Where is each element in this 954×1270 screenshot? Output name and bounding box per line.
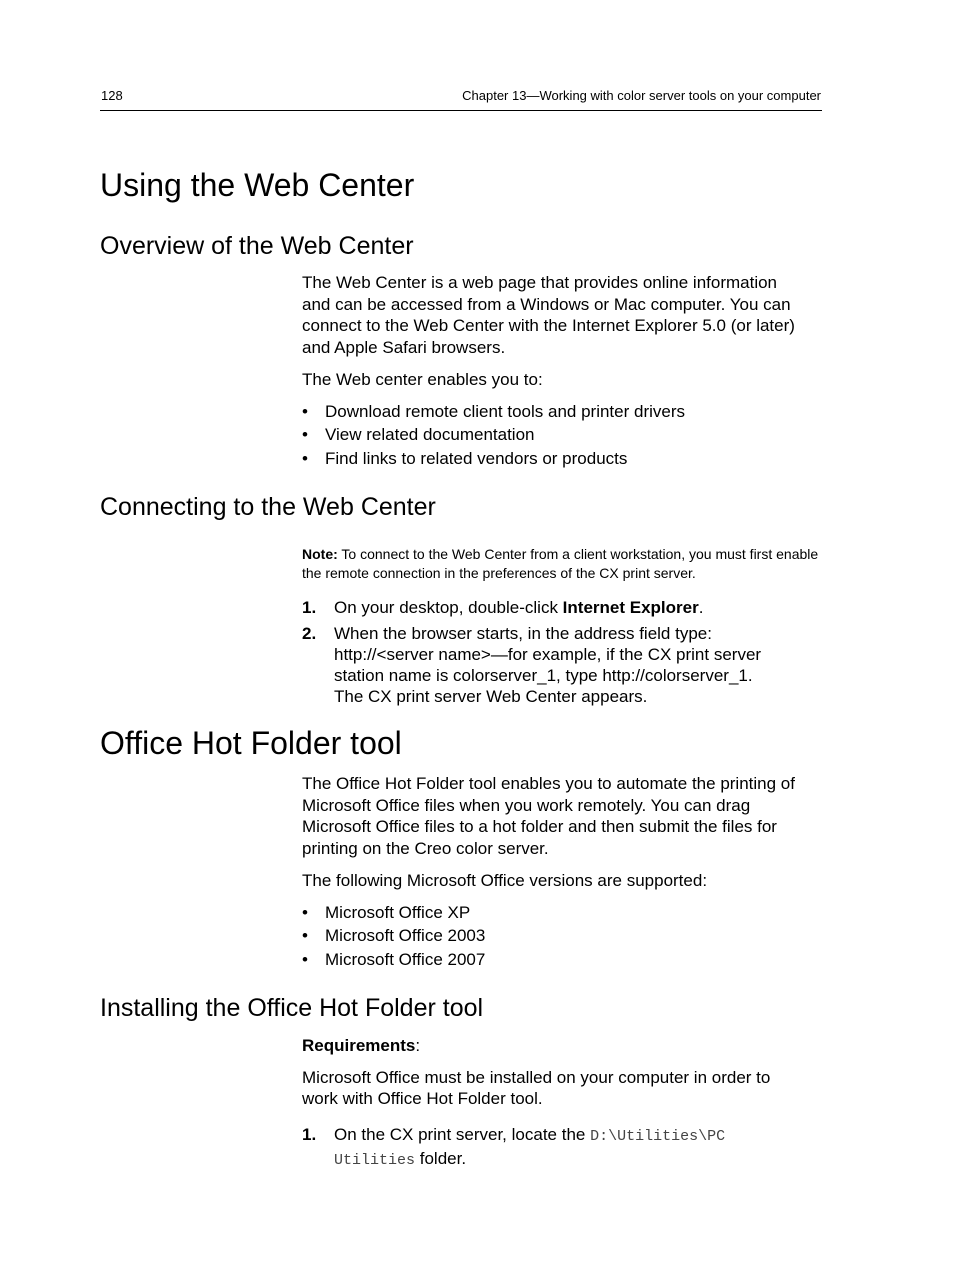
internet-explorer-label: Internet Explorer bbox=[562, 598, 699, 617]
heading-installing: Installing the Office Hot Folder tool bbox=[100, 994, 484, 1022]
note bbox=[302, 545, 820, 583]
office-hot-folder-body bbox=[302, 773, 822, 971]
list-item: • Microsoft Office 2003 bbox=[302, 924, 822, 948]
bullet-icon: • bbox=[302, 401, 308, 421]
section-title-office-hot-folder: Office Hot Folder tool bbox=[100, 725, 402, 761]
page-number: 128 bbox=[101, 88, 123, 103]
bullet-icon: • bbox=[302, 902, 308, 922]
office-hot-folder-paragraph: The Office Hot Folder tool enables you to automate the printing of Microsoft Office files when you work remotely. You can drag Microsoft Office files to a hot folder and then submit the files for printing on the Creo color server. bbox=[302, 774, 795, 858]
step-item: 1. On the CX print server, locate the D:\Utilities\PC Utilities folder. bbox=[302, 1124, 726, 1169]
requirements-label: Requirements: bbox=[302, 1036, 421, 1055]
section-title-web-center: Using the Web Center bbox=[100, 167, 415, 203]
installing-body bbox=[302, 1035, 822, 1172]
list-item: • Microsoft Office 2007 bbox=[302, 948, 822, 972]
bullet-icon: • bbox=[302, 448, 308, 468]
connecting-body bbox=[302, 545, 822, 707]
list-item: • View related documentation bbox=[302, 423, 822, 447]
list-item: • Microsoft Office XP bbox=[302, 901, 822, 925]
overview-body bbox=[302, 272, 822, 470]
step-item: 1. On your desktop, double-click Internet Explorer. bbox=[302, 598, 704, 617]
overview-bullet-list bbox=[302, 400, 822, 471]
chapter-title: Chapter 13—Working with color server tools on your computer bbox=[462, 88, 821, 103]
office-versions-list bbox=[302, 901, 822, 972]
note-text: To connect to the Web Center from a client workstation, you must first enable the remote connection in the preferences of the CX print server. bbox=[302, 546, 819, 581]
requirements-text: Microsoft Office must be installed on your computer in order to work with Office Hot Folder tool. bbox=[302, 1067, 771, 1108]
utilities-path: D:\Utilities\PC bbox=[590, 1127, 726, 1145]
list-item: • Find links to related vendors or products bbox=[302, 447, 822, 471]
step-item: 2. When the browser starts, in the address field type: http://<server name>—for example, if the CX print server station name is colorserver_1, type http://colorserver_1. The CX print server Web Center appears. bbox=[302, 624, 762, 706]
heading-connecting: Connecting to the Web Center bbox=[100, 493, 436, 521]
installing-steps bbox=[302, 1124, 822, 1172]
utilities-path-continued: Utilities bbox=[334, 1151, 416, 1169]
connecting-steps bbox=[302, 597, 822, 707]
header-divider bbox=[100, 110, 822, 111]
overview-intro: The Web center enables you to: bbox=[302, 370, 543, 389]
list-item: • Download remote client tools and printer drivers bbox=[302, 400, 822, 424]
overview-paragraph: The Web Center is a web page that provides online information and can be accessed from a Windows or Mac computer. You can connect to the Web Center with the Internet Explorer 5.0 (or later) and Apple Safari browsers. bbox=[302, 273, 795, 357]
heading-overview: Overview of the Web Center bbox=[100, 232, 414, 260]
office-versions-intro: The following Microsoft Office versions are supported: bbox=[302, 871, 708, 890]
bullet-icon: • bbox=[302, 926, 308, 945]
bullet-icon: • bbox=[302, 425, 308, 444]
step-result: The CX print server Web Center appears. bbox=[334, 687, 648, 706]
note-label: Note: bbox=[302, 546, 338, 562]
bullet-icon: • bbox=[302, 949, 308, 969]
